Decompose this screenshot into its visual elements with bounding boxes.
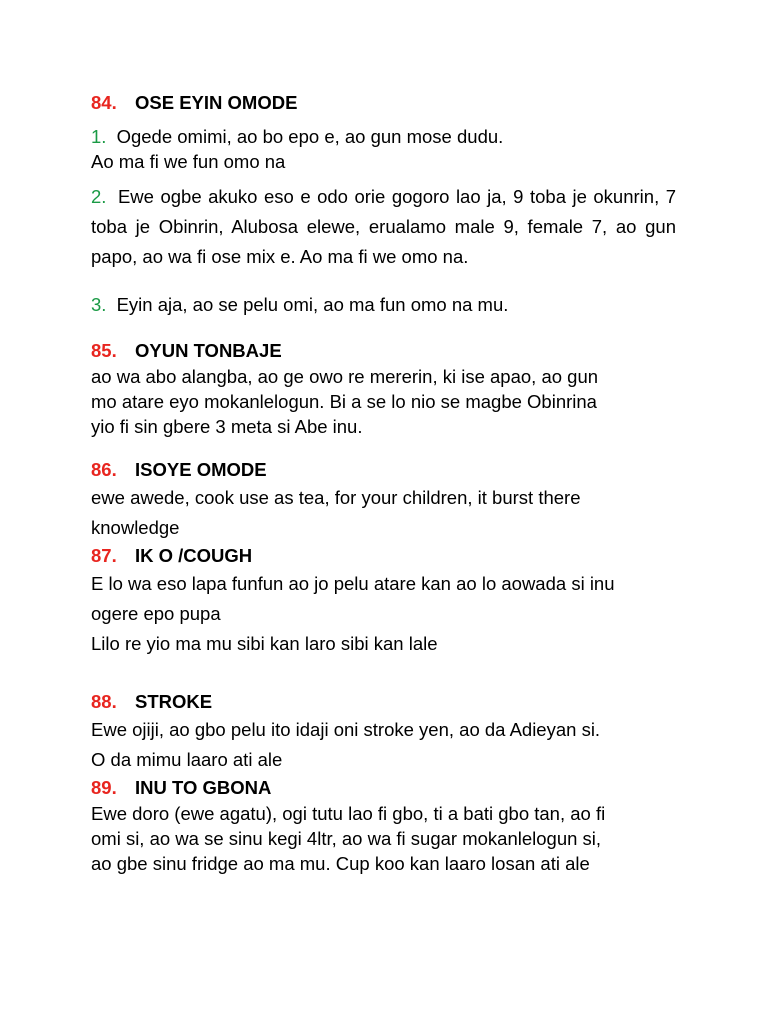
body-line: Ewe doro (ewe agatu), ogi tutu lao fi gbo, ti a bati gbo tan, ao fi [91, 803, 606, 824]
section-body-86 [91, 483, 676, 543]
section-body-85 [91, 364, 676, 439]
section-number: 86. [91, 459, 117, 480]
item-number: 3. [91, 294, 107, 315]
section-title: ISOYE OMODE [135, 459, 267, 480]
body-line: yio fi sin gbere 3 meta si Abe inu. [91, 416, 363, 437]
section-title: OYUN TONBAJE [135, 340, 282, 361]
body-line: mo atare eyo mokanlelogun. Bi a se lo nio se magbe Obinrina [91, 391, 597, 412]
section-body-89 [91, 801, 676, 876]
item-number: 2. [91, 186, 107, 207]
section-heading-84 [91, 90, 676, 116]
body-line: ogere epo pupa [91, 603, 221, 624]
section-number: 84. [91, 92, 117, 113]
section-heading-89 [91, 775, 676, 801]
body-line: O da mimu laaro ati ale [91, 749, 283, 770]
body-line: knowledge [91, 517, 180, 538]
body-line: ao wa abo alangba, ao ge owo re mererin, ki ise apao, ao gun [91, 366, 599, 387]
list-item-3 [91, 290, 676, 320]
body-line: ao gbe sinu fridge ao ma mu. Cup koo kan laaro losan ati ale [91, 853, 590, 874]
section-title: OSE EYIN OMODE [135, 92, 298, 113]
section-body-87 [91, 569, 676, 659]
body-line: E lo wa eso lapa funfun ao jo pelu atare kan ao lo aowada si inu [91, 573, 615, 594]
list-item-1 [91, 124, 676, 174]
section-heading-86 [91, 457, 676, 483]
section-number: 85. [91, 340, 117, 361]
item-text: Ao ma fi we fun omo na [91, 151, 286, 172]
section-number: 88. [91, 691, 117, 712]
body-line: Ewe ojiji, ao gbo pelu ito idaji oni stroke yen, ao da Adieyan si. [91, 719, 601, 740]
section-number: 87. [91, 545, 117, 566]
section-title: STROKE [135, 691, 213, 712]
item-text: Eyin aja, ao se pelu omi, ao ma fun omo na mu. [116, 294, 509, 315]
document-page [91, 90, 676, 876]
section-number: 89. [91, 777, 117, 798]
body-line: ewe awede, cook use as tea, for your children, it burst there [91, 487, 581, 508]
item-text: Ogede omimi, ao bo epo e, ao gun mose dudu. [116, 126, 504, 147]
item-text: Ewe ogbe akuko eso e odo orie gogoro lao ja, 9 toba je okunrin, 7 toba je Obinrin, Alubosa elewe, erualamo male 9, female 7, ao gun papo, ao wa fi ose mix e. Ao ma fi we omo na. [91, 186, 677, 267]
list-item-2 [91, 182, 676, 272]
body-line: omi si, ao wa se sinu kegi 4ltr, ao wa fi sugar mokanlelogun si, [91, 828, 602, 849]
section-heading-85 [91, 338, 676, 364]
section-body-88 [91, 715, 676, 775]
section-heading-88 [91, 689, 676, 715]
item-number: 1. [91, 126, 107, 147]
body-line: Lilo re yio ma mu sibi kan laro sibi kan lale [91, 633, 438, 654]
section-title: IK O /COUGH [135, 545, 253, 566]
section-title: INU TO GBONA [135, 777, 272, 798]
section-heading-87 [91, 543, 676, 569]
